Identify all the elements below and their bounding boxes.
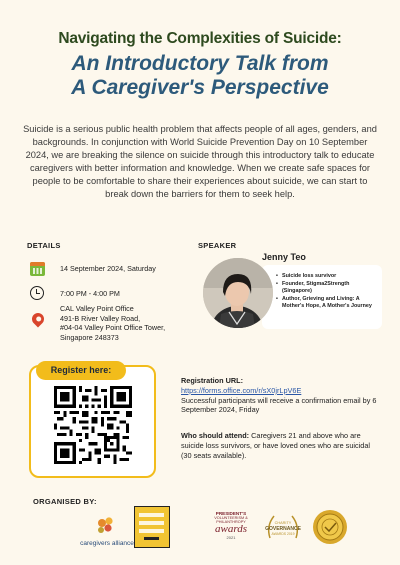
detail-venue	[30, 304, 165, 342]
detail-date	[30, 261, 156, 277]
speaker-photo	[203, 258, 273, 328]
venue-text	[60, 304, 165, 342]
venue-line2: 491-B River Valley Road,	[60, 313, 141, 323]
who-should-attend	[181, 431, 381, 460]
award1-line1: PRESIDENT'S	[215, 511, 247, 516]
partner-logo	[134, 506, 170, 548]
charity-governance-award-logo	[262, 508, 304, 550]
registration-info	[181, 376, 381, 415]
award2-line3: AWARDS 2019	[271, 532, 295, 536]
who-text: Caregivers 21 and above who are suicide loss survivors, or have loved ones who are suicidal (30 seats available).	[181, 431, 370, 460]
speaker-bullets	[276, 273, 376, 310]
speaker-label: SPEAKER	[198, 241, 237, 250]
registration-url-link[interactable]: https://forms.office.com/r/sX0jrLpV6E	[181, 385, 302, 395]
time-text: 7:00 PM - 4:00 PM	[60, 289, 120, 298]
title-top: Navigating the Complexities of Suicide:	[58, 30, 342, 47]
venue-line4: Singapore 248373	[60, 332, 119, 342]
speaker-name: Jenny Teo	[262, 252, 306, 262]
partner-emblem	[135, 507, 168, 546]
award2-line1: CHARITY	[274, 521, 292, 525]
confirmation-text: Successful participants will receive a confirmation email by 6 September 2024, Friday	[181, 395, 377, 415]
speaker-bullet: • Author, Grieving and Living: A Mother's Hope, A Mother's Journey	[276, 296, 376, 310]
title-main-line1: An Introductory Talk from	[71, 52, 329, 75]
date-text: 14 September 2024, Saturday	[60, 264, 156, 273]
speaker-info-box	[262, 265, 382, 329]
registration-url-heading: Registration URL:	[181, 376, 244, 385]
organised-by-label: ORGANISED BY:	[33, 497, 97, 506]
presidents-award-logo	[202, 511, 260, 551]
calendar-icon	[30, 261, 46, 277]
title-main	[0, 52, 400, 100]
award2-line2: GOVERNANCE	[265, 526, 301, 532]
award1-line2: VOLUNTEERISM & PHILANTHROPY	[214, 516, 248, 524]
caregivers-alliance-logo	[78, 513, 136, 551]
registration-qr-code[interactable]	[54, 386, 132, 464]
caregivers-alliance-emblem	[78, 513, 136, 539]
intro-paragraph: Suicide is a serious public health problem that affects people of all ages, genders, and backgrounds. In conjunction with World Suicide Prevention Day on 10 September 2024, we are breaking the silence on suicide through this introductory talk to educate caregivers with better information and knowledge. When we create safe spaces for people to be comfortable to share their experiences about suicide, we can start to break down the barriers for them to seek help.	[23, 124, 377, 199]
title-main-line2: A Caregiver's Perspective	[71, 76, 329, 99]
speaker-bullet: • Suicide loss survivor	[276, 273, 376, 280]
who-heading: Who should attend:	[181, 431, 250, 440]
location-pin-icon	[30, 312, 46, 328]
award1-line3: awards	[215, 523, 247, 535]
caregivers-alliance-text: caregivers alliance	[80, 540, 134, 547]
register-label: Register here:	[36, 361, 126, 380]
gold-seal-icon	[312, 509, 348, 545]
venue-line1: CAL Valley Point Office	[60, 304, 134, 313]
clock-icon	[30, 286, 46, 302]
detail-time	[30, 286, 120, 302]
speaker-bullet: • Founder, Stigma2Strength (Singapore)	[276, 281, 376, 295]
gold-seal-logo	[312, 509, 348, 545]
award1-year: 2021	[226, 535, 236, 540]
venue-line3: #04-04 Valley Point Office Tower,	[60, 323, 166, 332]
details-label: DETAILS	[27, 241, 61, 250]
